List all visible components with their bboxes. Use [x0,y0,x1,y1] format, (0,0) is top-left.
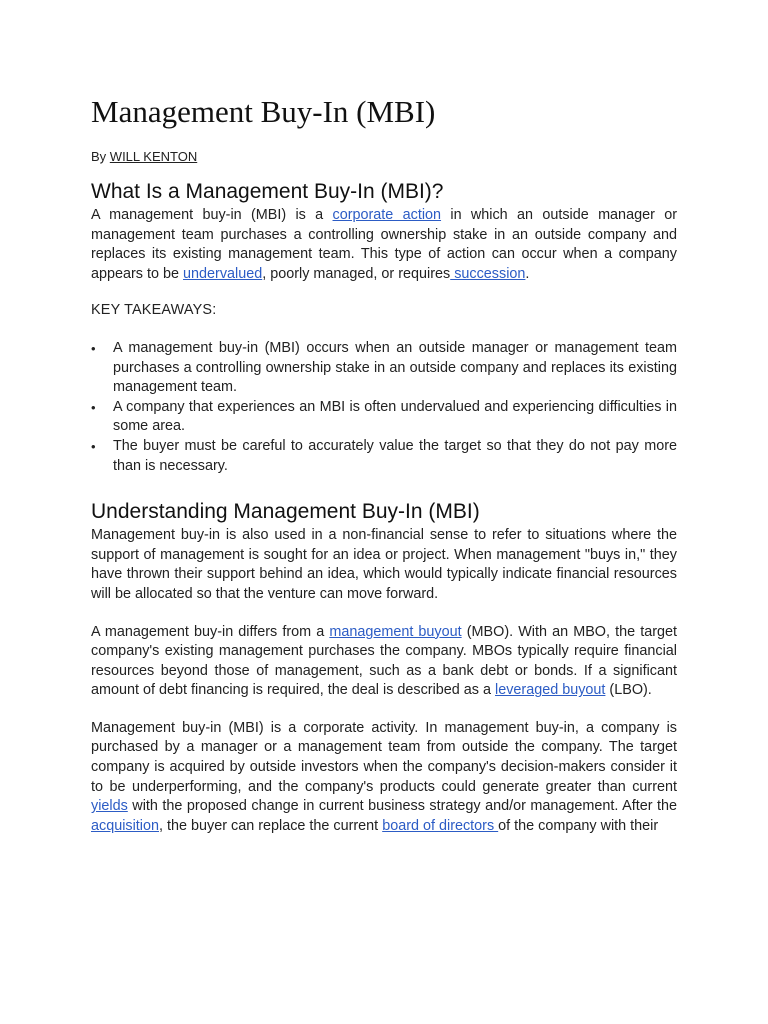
page-title: Management Buy-In (MBI) [91,94,436,129]
text-run: , poorly managed, or requires [262,265,451,282]
intro-paragraph [91,206,677,284]
list-item: • A management buy-in (MBI) occurs when an outside manager or management team purchases a controlling ownership stake in an outside company and replaces its existing management team. [113,339,677,398]
list-item: • The buyer must be careful to accurately value the target so that they do not pay more than is necessary. [113,437,677,476]
text-run: A management buy-in differs from a [91,623,330,640]
byline [91,148,197,166]
paragraph-corporate-activity [91,719,677,837]
text-run: with the proposed change in current business strategy and/or management. After the [127,798,677,815]
key-takeaways-label: KEY TAKEAWAYS: [91,302,217,319]
paragraph-non-financial: Management buy-in is also used in a non-financial sense to refer to situations where the support of management is sought for an idea or project. When management "buys in," they have thrown their support behind an idea, which would typically indicate financial resources will be allocated so that the venture can move forward. [91,527,677,602]
link-succession[interactable]: succession [450,265,526,282]
list-item: • A company that experiences an MBI is often undervalued and experiencing difficulties in some area. [113,398,677,437]
paragraph-mbo-difference [91,623,677,701]
article-body [91,178,677,836]
link-management-buyout[interactable]: management buyout [329,623,462,640]
key-takeaways-list [91,339,677,476]
section-heading-understanding: Understanding Management Buy-In (MBI) [91,500,480,524]
text-run: Management buy-in (MBI) is a corporate activity. In management buy-in, a company is purchased by a manager or a management team from outside the company. The target company is acquired by outside investors when the company's decision-makers consider it to be underperforming, and the company's products could generate greater than current [91,719,677,795]
text-run: in which an outside manager or management team purchases a controlling ownership stake in an outside company and replaces its existing management team. This type of action can occur when a company appears to be [91,207,677,282]
text-run: . [525,265,530,282]
text-run: A management buy-in (MBI) is a [91,207,333,223]
byline-prefix: By [91,149,110,164]
text-run: , the buyer can replace the current [159,817,383,834]
text-run: (MBO). With an MBO, the target company's existing management purchases the company. MBOs typically require financial resources beyond those of management, such as a bank debt or bonds. If a significant amount of debt financing is required, the deal is described as a [91,623,677,699]
link-undervalued[interactable]: undervalued [183,265,263,282]
link-board-of-directors[interactable]: board of directors [382,817,499,834]
author-link[interactable]: WILL KENTON [109,149,198,164]
section-heading-what-is: What Is a Management Buy-In (MBI)? [91,180,444,203]
link-corporate-action[interactable]: corporate action [332,207,442,223]
link-yields[interactable]: yields [91,798,128,815]
text-run: (LBO). [605,682,652,699]
link-leveraged-buyout[interactable]: leveraged buyout [495,682,606,699]
link-acquisition[interactable]: acquisition [91,817,159,834]
text-run: of the company with their [498,817,659,834]
